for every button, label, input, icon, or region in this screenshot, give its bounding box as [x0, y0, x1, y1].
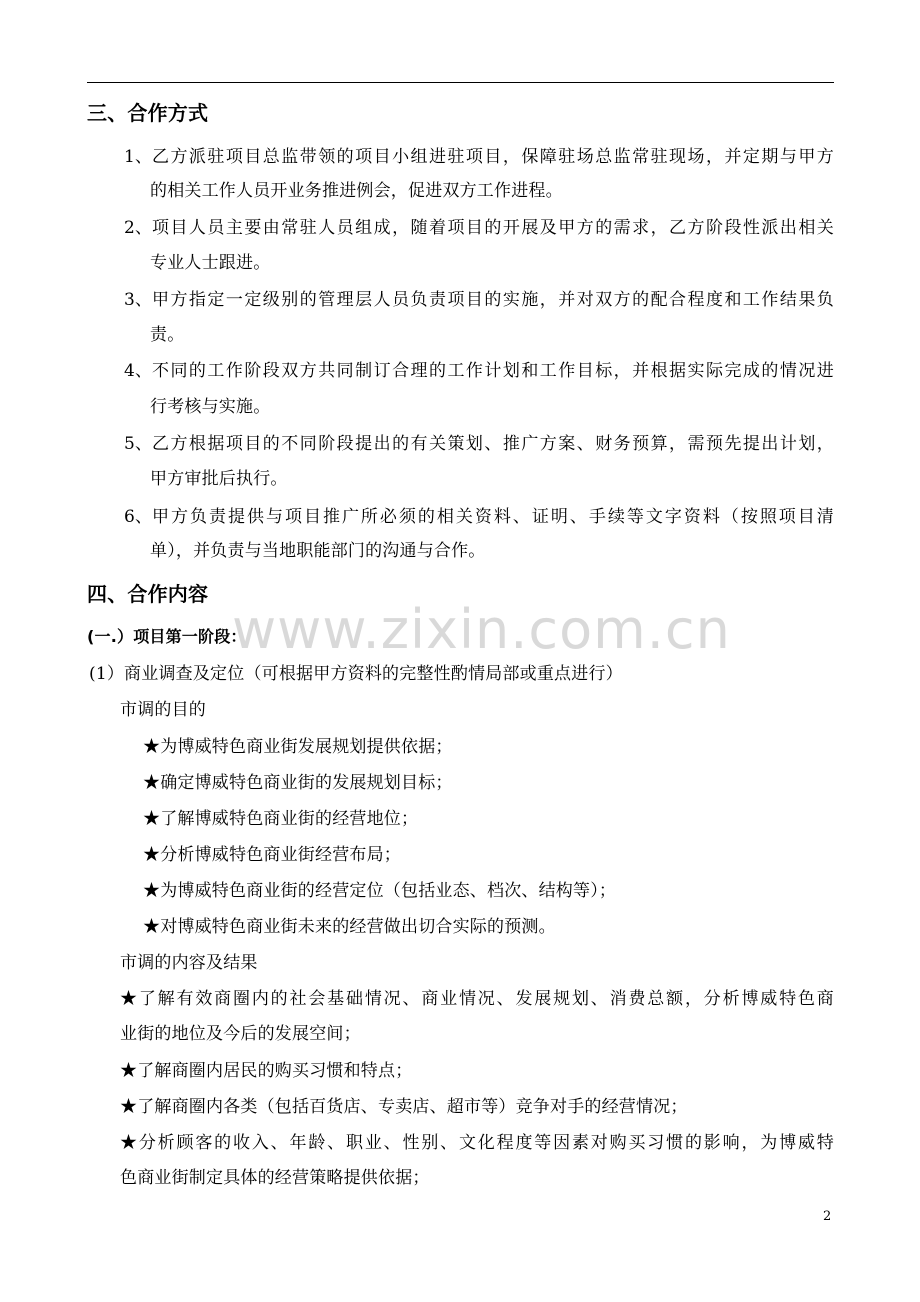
content-item: ★了解有效商圈内的社会基础情况、商业情况、发展规划、消费总额，分析博威特色商 — [120, 989, 834, 1009]
purpose-title: 市调的目的 — [120, 700, 206, 720]
list-item-continuation: 专业人士跟进。 — [150, 253, 271, 273]
content-item-continuation: 业街的地位及今后的发展空间； — [120, 1024, 361, 1044]
purpose-item: ★为博威特色商业街的经营定位（包括业态、档次、结构等）； — [143, 881, 617, 901]
list-item-continuation: 的相关工作人员开业务推进例会，促进双方工作进程。 — [150, 181, 563, 201]
list-item-continuation: 单），并负责与当地职能部门的沟通与合作。 — [150, 541, 486, 561]
list-number: 6、 — [124, 507, 153, 527]
list-item-text: 乙方派驻项目总监带领的项目小组进驻项目，保障驻场总监常驻现场，并定期与甲方 — [152, 147, 834, 167]
section-4-title: 四、合作内容 — [87, 582, 209, 606]
list-item-text: 甲方指定一定级别的管理层人员负责项目的实施，并对双方的配合程度和工作结果负 — [152, 290, 834, 310]
list-item-continuation: 甲方审批后执行。 — [150, 469, 288, 489]
list-item-text: 甲方负责提供与项目推广所必须的相关资料、证明、手续等文字资料（按照项目清 — [152, 507, 834, 527]
header-rule — [87, 82, 834, 83]
item-1-heading: (1）商业调查及定位（可根据甲方资料的完整性酌情局部或重点进行） — [89, 664, 623, 684]
list-item-text: 乙方根据项目的不同阶段提出的有关策划、推广方案、财务预算，需预先提出计划， — [152, 434, 834, 454]
list-item-text: 项目人员主要由常驻人员组成，随着项目的开展及甲方的需求，乙方阶段性派出相关 — [152, 218, 834, 238]
purpose-item: ★对博威特色商业街未来的经营做出切合实际的预测。 — [143, 917, 556, 937]
list-item-continuation: 行考核与实施。 — [150, 397, 271, 417]
stage-heading: (一.）项目第一阶段： — [87, 627, 247, 646]
content-item: ★分析顾客的收入、年龄、职业、性别、文化程度等因素对购买习惯的影响，为博威特 — [120, 1133, 834, 1153]
purpose-item: ★了解博威特色商业街的经营地位； — [143, 809, 419, 829]
content-title: 市调的内容及结果 — [120, 953, 258, 973]
list-item-continuation: 责。 — [150, 325, 185, 345]
purpose-item: ★为博威特色商业街发展规划提供依据； — [143, 737, 453, 757]
section-3-title: 三、合作方式 — [87, 101, 209, 125]
content-item: ★了解商圈内居民的购买习惯和特点； — [120, 1061, 413, 1081]
list-item-text: 不同的工作阶段双方共同制订合理的工作计划和工作目标，并根据实际完成的情况进 — [152, 361, 834, 381]
page-number: 2 — [823, 1209, 832, 1224]
purpose-item: ★分析博威特色商业街经营布局； — [143, 845, 401, 865]
list-number: 3、 — [124, 290, 153, 310]
list-number: 5、 — [124, 434, 153, 454]
list-number: 2、 — [124, 218, 153, 238]
watermark: www.zixin.com.cn — [232, 598, 731, 661]
list-number: 4、 — [124, 361, 153, 381]
list-number: 1、 — [124, 147, 153, 167]
purpose-item: ★确定博威特色商业街的发展规划目标； — [143, 773, 453, 793]
content-item-continuation: 色商业街制定具体的经营策略提供依据； — [120, 1168, 430, 1188]
content-item: ★了解商圈内各类（包括百货店、专卖店、超市等）竞争对手的经营情况； — [120, 1097, 688, 1117]
